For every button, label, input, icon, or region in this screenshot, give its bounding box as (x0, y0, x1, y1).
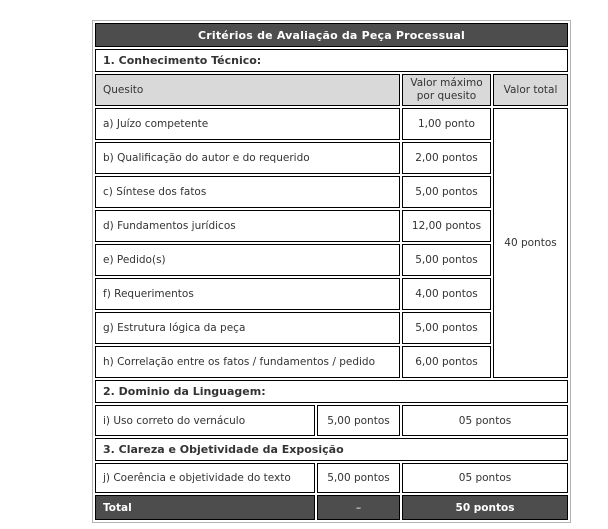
criterion-label: d) Fundamentos jurídicos (95, 210, 400, 242)
criterion-row-j (95, 463, 568, 493)
criterion-label: i) Uso correto do vernáculo (95, 405, 315, 436)
grand-total-dash: – (317, 495, 400, 520)
section-1-heading: 1. Conhecimento Técnico: (95, 49, 568, 72)
criterion-value: 6,00 pontos (402, 346, 491, 378)
criterion-value: 12,00 pontos (402, 210, 491, 242)
criterion-value: 5,00 pontos (317, 405, 400, 436)
criterion-label: g) Estrutura lógica da peça (95, 312, 400, 344)
criterion-value: 5,00 pontos (317, 463, 400, 493)
grand-total-value: 50 pontos (402, 495, 568, 520)
evaluation-criteria-table (92, 20, 571, 523)
section-1-total-value: 40 pontos (493, 108, 568, 378)
section-2-total-value: 05 pontos (402, 405, 568, 436)
criterion-value: 4,00 pontos (402, 278, 491, 310)
criterion-value: 5,00 pontos (402, 312, 491, 344)
criterion-label: a) Juízo competente (95, 108, 400, 140)
criterion-label: b) Qualificação do autor e do requerido (95, 142, 400, 174)
table-title: Critérios de Avaliação da Peça Processual (95, 23, 568, 47)
grand-total-label: Total (95, 495, 315, 520)
column-header-valor-total: Valor total (493, 74, 568, 106)
criterion-value: 5,00 pontos (402, 176, 491, 208)
criterion-label: j) Coerência e objetividade do texto (95, 463, 315, 493)
section-3-heading: 3. Clareza e Objetividade da Exposição (95, 438, 568, 461)
criterion-value: 2,00 pontos (402, 142, 491, 174)
criterion-value: 5,00 pontos (402, 244, 491, 276)
column-header-quesito: Quesito (95, 74, 400, 106)
criterion-value: 1,00 ponto (402, 108, 491, 140)
section-2-heading: 2. Dominio da Linguagem: (95, 380, 568, 403)
criterion-label: f) Requerimentos (95, 278, 400, 310)
section-3-total-value: 05 pontos (402, 463, 568, 493)
criterion-row-a (95, 108, 568, 140)
criterion-row-i (95, 405, 568, 436)
criterion-label: h) Correlação entre os fatos / fundamentos / pedido (95, 346, 400, 378)
criterion-label: c) Síntese dos fatos (95, 176, 400, 208)
column-header-valor-maximo: Valor máximo por quesito (402, 74, 491, 106)
grand-total-row (95, 495, 568, 520)
criterion-label: e) Pedido(s) (95, 244, 400, 276)
